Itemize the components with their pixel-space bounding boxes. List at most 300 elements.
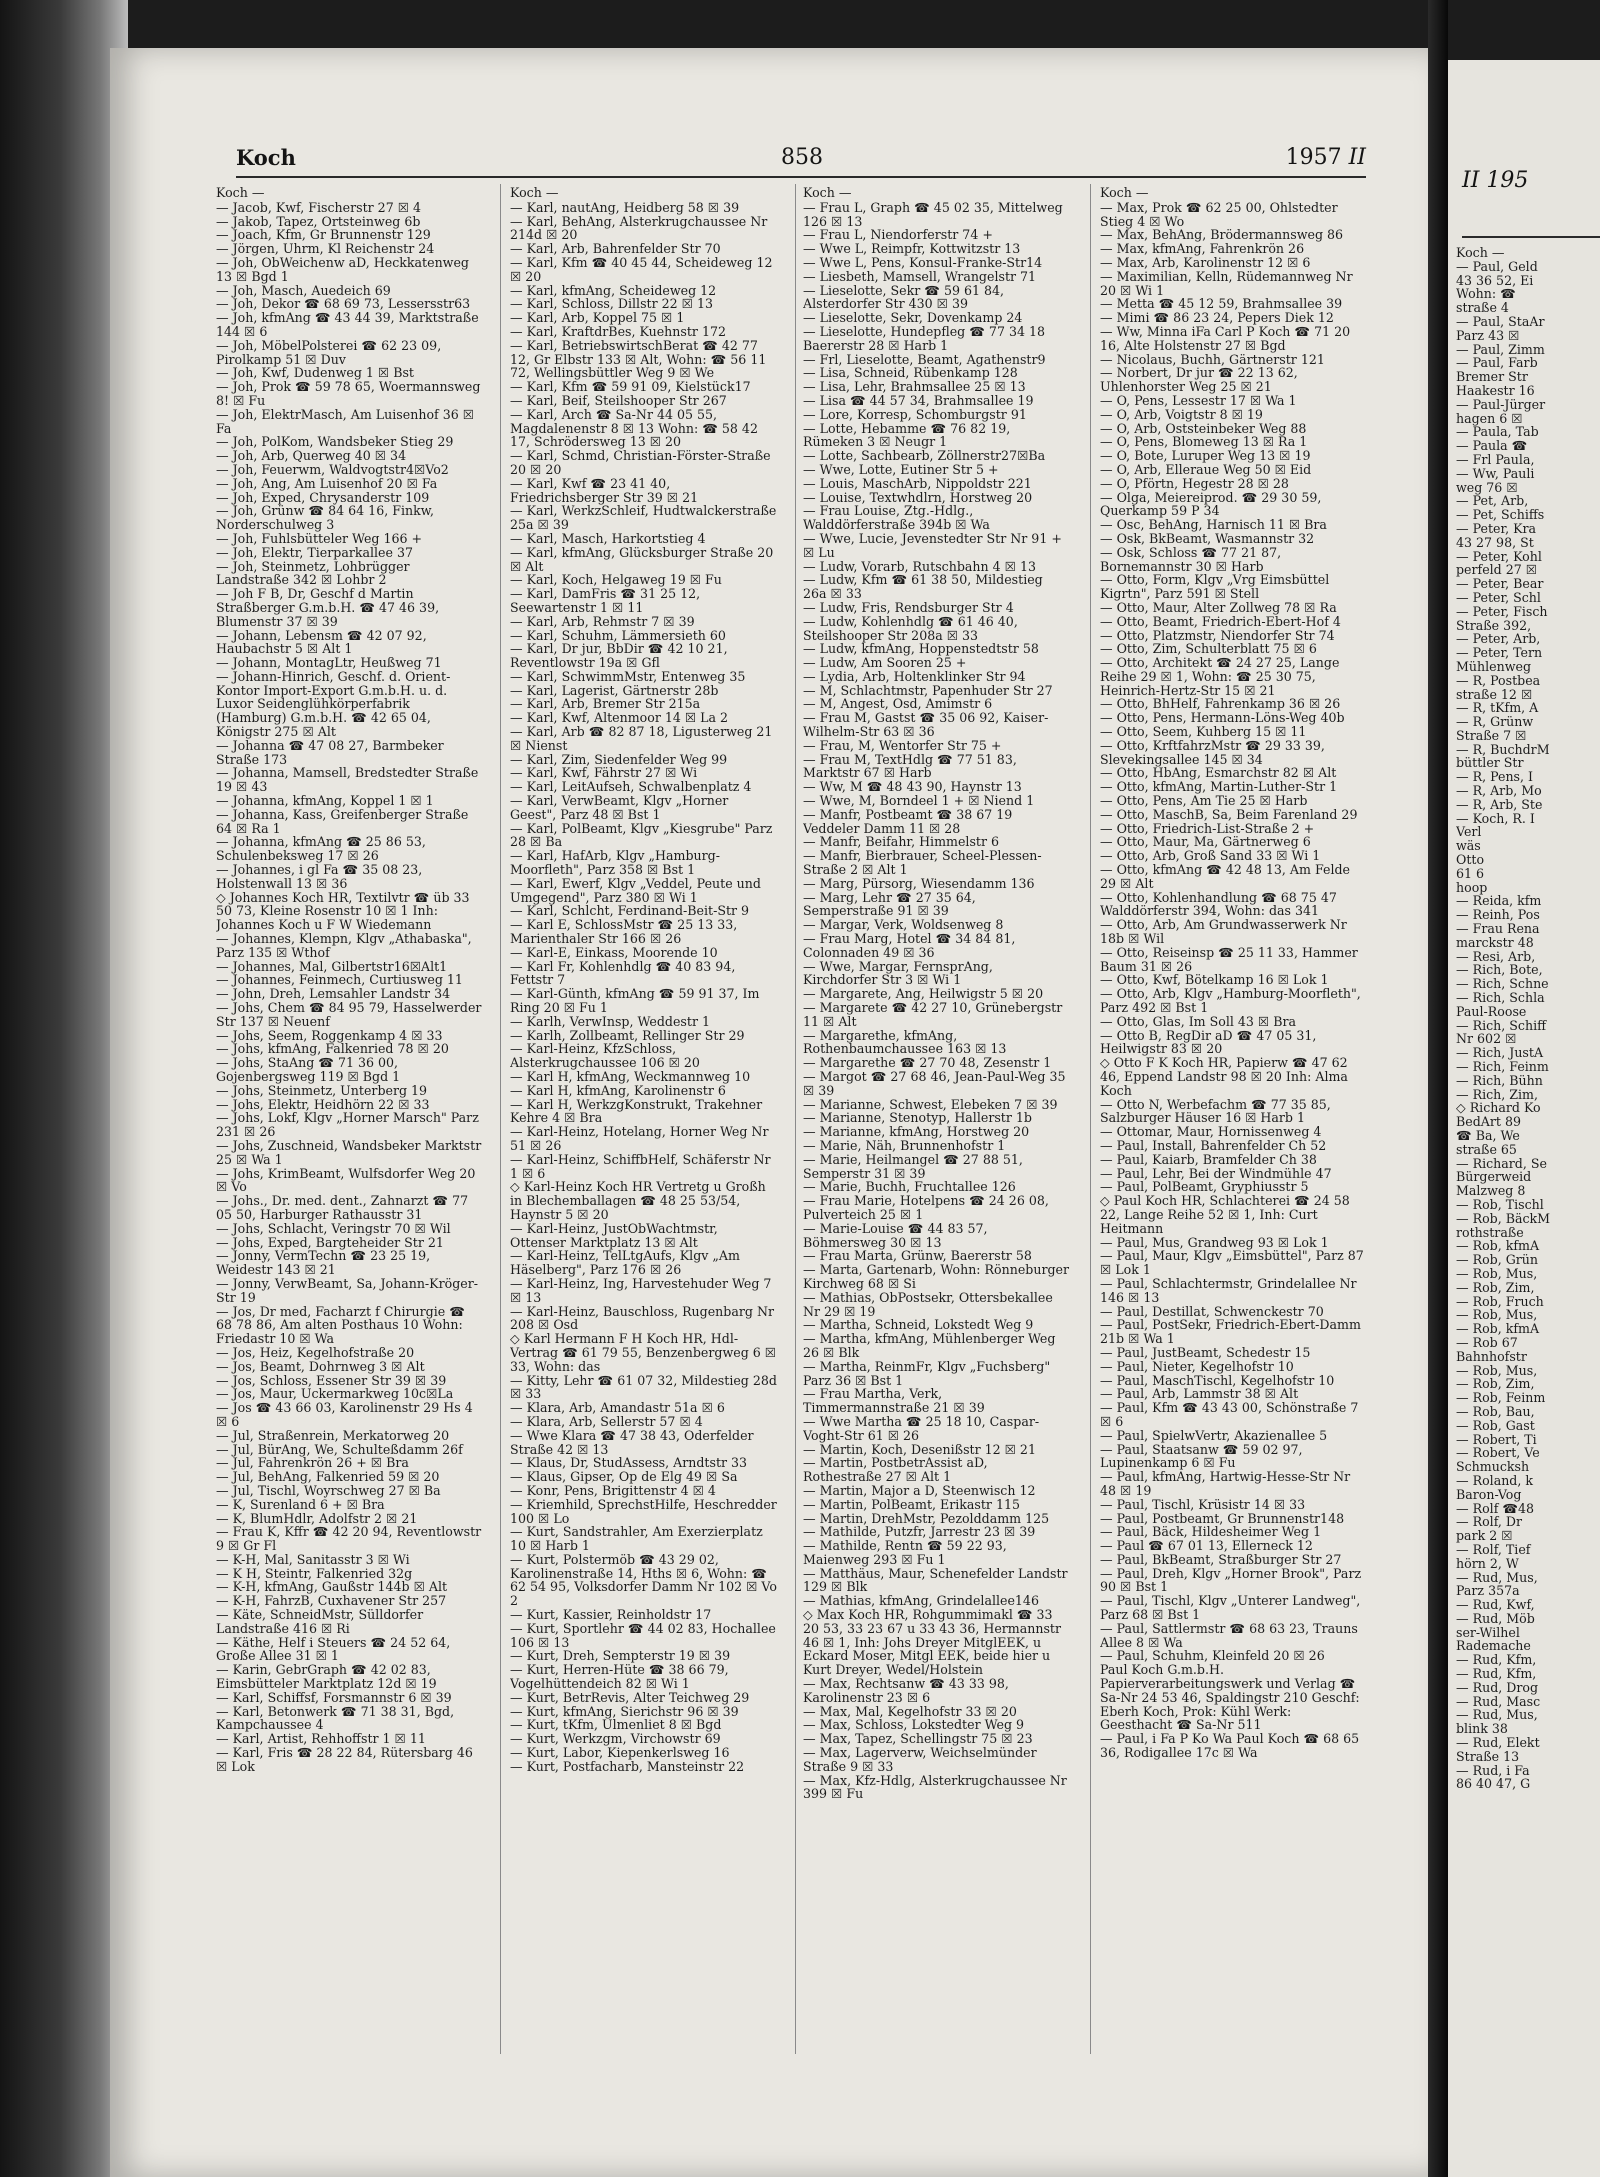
directory-entry: — Max, BehAng, Brödermannsweg 86	[1100, 227, 1344, 243]
adjacent-entry: — Robert, Ve	[1456, 1445, 1540, 1461]
directory-entry: — Max, Schloss, Lokstedter Weg 9	[803, 1717, 1025, 1733]
directory-entry: — Karl H, kfmAng, Weckmannweg 10	[510, 1069, 751, 1084]
directory-entry: — Johs, Chem ☎ 84 95 79, Hasselwerder Str 137 ☒ Neuenf	[216, 1000, 482, 1029]
directory-entry: — Paul, Tischl, Krüsistr 14 ☒ 33	[1100, 1496, 1306, 1512]
adjacent-entry: — Rob 67	[1456, 1334, 1518, 1350]
directory-entry: — Max, Prok ☎ 62 25 00, Ohlstedter Stieg 4 ☒ Wo	[1100, 199, 1338, 229]
directory-entry: — Johs, StaAng ☎ 71 36 00, Gojenbergsweg 119 ☒ Bgd 1	[216, 1055, 401, 1084]
directory-entry: — Karl, WerkzSchleif, Hudtwalckerstraße 25a ☒ 39	[510, 503, 777, 533]
directory-entry: — Jonny, VermTechn ☎ 23 25 19, Weidestr 143 ☒ 21	[216, 1248, 431, 1278]
directory-entry: — Lydia, Arb, Holtenklinker Str 94	[803, 668, 1026, 684]
adjacent-entry: — Pet, Schiffs	[1456, 507, 1545, 523]
directory-entry: — Karl, KraftdrBes, Kuehnstr 172	[510, 323, 726, 339]
adjacent-entry: — Rud, Drog	[1456, 1679, 1539, 1695]
directory-entry: — Otto, Beamt, Friedrich-Ebert-Hof 4	[1100, 613, 1341, 629]
adjacent-entry: — Paul, StaAr	[1456, 313, 1545, 329]
adjacent-entry: — Rich, Feinm	[1456, 1059, 1549, 1075]
adjacent-entry: — Frau Rena	[1456, 921, 1540, 937]
volume-label: II	[1348, 145, 1366, 170]
directory-entry: — Joh F B, Dr, Geschf d Martin Straßberger G.m.b.H. ☎ 47 46 39, Blumenstr 37 ☒ 39	[216, 586, 440, 629]
directory-entry: — Karl, Fris ☎ 28 22 84, Rütersbarg 46 ☒ Lok	[216, 1745, 473, 1774]
directory-entry: — Karl, kfmAng, Scheideweg 12	[510, 282, 717, 298]
directory-entry: — Karl, BetriebswirtschBerat ☎ 42 77 12, Gr Elbstr 133 ☒ Alt, Wohn: ☎ 56 11 72, Wellingsbüttler Weg 9 ☒ We	[510, 337, 767, 381]
directory-entry: — Johs, Lokf, Klgv „Horner Marsch" Parz 231 ☒ 26	[216, 1110, 479, 1140]
directory-entry: — Karl, Artist, Rehhoffstr 1 ☒ 11	[216, 1731, 426, 1747]
column-divider	[1090, 184, 1091, 2054]
adjacent-entry: 43 27 98, St	[1456, 534, 1534, 550]
directory-entry: — Otto, Architekt ☎ 24 27 25, Lange Reihe 29 ☒ 1, Wohn: ☎ 25 30 75, Heinrich-Hertz-Str 15 ☒ 21	[1100, 655, 1340, 698]
directory-entry: — Lisa ☎ 44 57 34, Brahmsallee 19	[803, 392, 1034, 408]
directory-entry: — Johann-Hinrich, Geschf. d. Orient-Kontor Import-Export G.m.b.H. u. d. Luxor Seidenglühkörperfabrik (Hamburg) G.m.b.H. ☎ 42 65 04, Königstr 275 ☒ Alt	[216, 668, 451, 740]
directory-entry: — Karlh, Zollbeamt, Rellinger Str 29	[510, 1027, 745, 1043]
directory-entry: — Paul, Arb, Lammstr 38 ☒ Alt	[1100, 1386, 1299, 1402]
directory-entry: — K-H, Mal, Sanitasstr 3 ☒ Wi	[216, 1551, 410, 1567]
adjacent-entry: park 2 ☒	[1456, 1528, 1513, 1544]
directory-entry: — Karl H, WerkzgKonstrukt, Trakehner Kehre 4 ☒ Bra	[510, 1096, 763, 1126]
directory-entry: — M, Angest, Osd, Amimstr 6	[803, 696, 993, 712]
adjacent-entry: — Rob, kfmA	[1456, 1238, 1540, 1254]
adjacent-entry: rothstraße	[1456, 1224, 1524, 1240]
adjacent-entry: — R, Arb, Ste	[1456, 796, 1543, 812]
directory-entry: — Kriemhild, SprechstHilfe, Heschredder 100 ☒ Lo	[510, 1496, 777, 1526]
directory-entry: — Paul, Install, Bahrenfelder Ch 52	[1100, 1137, 1327, 1153]
adjacent-entry: — Peter, Kra	[1456, 520, 1537, 536]
directory-entry: — Karl, Kwf, Altenmoor 14 ☒ La 2	[510, 710, 729, 726]
adjacent-entry: ☎ Ba, We	[1456, 1128, 1520, 1143]
directory-entry: — Karl-Heinz, JustObWachtmstr, Ottenser Marktplatz 13 ☒ Alt	[510, 1220, 718, 1250]
directory-entry: ◇ Max Koch HR, Rohgummimakl ☎ 33 20 53, 33 23 67 u 33 43 36, Hermannstr 46 ☒ 1, Inh: Johs Dreyer MitglEEK, u Eckard Moser, Mitgl EEK, beide hier u Kurt Dreyer, Wedel/Holstein	[803, 1607, 1062, 1678]
directory-entry: — Martin, PolBeamt, Erikastr 115	[803, 1496, 1020, 1512]
directory-entry: — Jos, Beamt, Dohrnweg 3 ☒ Alt	[216, 1358, 425, 1374]
directory-entry: — Kurt, Dreh, Sempterstr 19 ☒ 39	[510, 1648, 731, 1664]
directory-entry: — Klara, Arb, Amandastr 51a ☒ 6	[510, 1400, 725, 1416]
directory-entry: — Johs, Schlacht, Veringstr 70 ☒ Wil	[216, 1220, 451, 1236]
directory-entry: — Martin, Major a D, Steenwisch 12	[803, 1482, 1036, 1498]
directory-entry: — Karl, SchwimmMstr, Entenweg 35	[510, 668, 746, 684]
directory-entry: — Ww, M ☎ 48 43 90, Haynstr 13	[803, 779, 1022, 795]
directory-entry: — Johann, MontagLtr, Heußweg 71	[216, 655, 442, 671]
directory-entry: — Käte, SchneidMstr, Sülldorfer Landstraße 416 ☒ Ri	[216, 1607, 424, 1636]
adjacent-entry: — Rolf ☎48	[1456, 1500, 1535, 1516]
adjacent-entry: — Rich, Schne	[1456, 976, 1549, 992]
directory-entry: ◇ Paul Koch HR, Schlachterei ☎ 24 58 22, Lange Reihe 52 ☒ 1, Inh: Curt Heitmann	[1100, 1193, 1350, 1236]
directory-entry: — Kurt, Sandstrahler, Am Exerzierplatz 10 ☒ Harb 1	[510, 1524, 763, 1554]
adjacent-entry: — Resi, Arb,	[1456, 948, 1536, 964]
directory-entry: — Margarete, Ang, Heilwigstr 5 ☒ 20	[803, 986, 1044, 1002]
directory-entry: — Johanna, Kass, Greifenberger Straße 64 ☒ Ra 1	[216, 806, 469, 836]
directory-entry: — Johanna, kfmAng ☎ 25 86 53, Schulenbeksweg 17 ☒ 26	[216, 834, 426, 864]
directory-entry: — Karl-Heinz, Ing, Harvestehuder Weg 7 ☒ 13	[510, 1275, 772, 1305]
adjacent-entry: — Rob, Grün	[1456, 1252, 1539, 1268]
directory-entry: — Johannes, Feinmech, Curtiusweg 11	[216, 972, 463, 988]
running-surname: Koch	[236, 145, 296, 170]
directory-entry: — Joh, Prok ☎ 59 78 65, Woermannsweg 8! ☒ Fu	[216, 379, 481, 408]
directory-entry: — Marie-Louise ☎ 44 83 57, Böhmersweg 30 ☒ 13	[803, 1220, 988, 1250]
adjacent-entry: straße 65	[1456, 1141, 1517, 1157]
directory-entry: — Kurt, Labor, Kiepenkerlsweg 16	[510, 1745, 730, 1761]
directory-entry: ◇ Karl Hermann F H Koch HR, Hdl-Vertrag ☎ 61 79 55, Benzenbergweg 6 ☒ 33, Wohn: das	[510, 1331, 777, 1374]
entry-list	[1100, 201, 1367, 1760]
directory-entry: — Otto, Arb, Klgv „Hamburg-Moorfleth", Parz 492 ☒ Bst 1	[1100, 986, 1361, 1016]
directory-entry: — Kurt, Werkzgm, Virchowstr 69	[510, 1731, 721, 1747]
directory-entry: — Mimi ☎ 86 23 24, Pepers Diek 12	[1100, 310, 1334, 326]
directory-entry: — Ludw, kfmAng, Hoppenstedtstr 58	[803, 641, 1039, 657]
directory-entry: — Jul, Fahrenkrön 26 + ☒ Bra	[216, 1455, 409, 1471]
directory-entry: — Marta, Gartenarb, Wohn: Rönneburger Kirchweg 68 ☒ Si	[803, 1262, 1070, 1291]
directory-entry: — Karl, Masch, Harkortstieg 4	[510, 530, 706, 546]
adjacent-page-heading: II 195	[1462, 168, 1529, 193]
directory-entry: — Karl, Arb, Bahrenfelder Str 70	[510, 241, 721, 257]
directory-entry: — Karl, Betonwerk ☎ 71 38 31, Bgd, Kampchaussee 4	[216, 1703, 455, 1733]
directory-entry: — Manfr, Beifahr, Himmelstr 6	[803, 834, 1000, 850]
directory-entry: — Otto, Arb, Am Grundwasserwerk Nr 18b ☒ Wil	[1100, 917, 1347, 947]
directory-entry: — Max, Rechtsanw ☎ 43 33 98, Karolinenstr 23 ☒ 6	[803, 1676, 1009, 1705]
adjacent-entry: Malzweg 8	[1456, 1183, 1526, 1199]
directory-entry: — Martha, ReinmFr, Klgv „Fuchsberg" Parz 36 ☒ Bst 1	[803, 1358, 1051, 1388]
directory-entry: — Mathilde, Rentn ☎ 59 22 93, Maienweg 293 ☒ Fu 1	[803, 1538, 1007, 1567]
directory-entry: — Karl, BehAng, Alsterkrugchaussee Nr 214d ☒ 20	[510, 213, 768, 243]
directory-entry: — Marie, Heilmangel ☎ 27 88 51, Semperstr 31 ☒ 39	[803, 1151, 1023, 1181]
directory-entry: — Lisa, Schneid, Rübenkamp 128	[803, 365, 1018, 381]
directory-entry: — Otto, Maur, Alter Zollweg 78 ☒ Ra	[1100, 599, 1337, 615]
directory-entry: — Karl, Arb ☎ 82 87 18, Ligusterweg 21 ☒ Nienst	[510, 724, 773, 753]
adjacent-entry: — Rob, Feinm	[1456, 1390, 1546, 1406]
directory-entry: — Frau Louise, Ztg.-Hdlg., Walddörferstraße 394b ☒ Wa	[803, 503, 990, 533]
directory-entry: — Otto, Zim, Schulterblatt 75 ☒ 6	[1100, 641, 1317, 657]
adjacent-entry: blink 38	[1456, 1721, 1508, 1737]
adjacent-entry: — Rob, kfmA	[1456, 1321, 1540, 1337]
adjacent-entry: BedArt 89	[1456, 1114, 1521, 1130]
directory-entry: — Ludw, Fris, Rendsburger Str 4	[803, 599, 1014, 615]
adjacent-entry: wäs	[1456, 838, 1481, 854]
adjacent-entry: Koch —	[1456, 246, 1505, 260]
directory-entry: — Frau L, Graph ☎ 45 02 35, Mittelweg 126 ☒ 13	[803, 199, 1063, 229]
adjacent-entry: — Peter, Fisch	[1456, 603, 1548, 619]
directory-entry: — Joach, Kfm, Gr Brunnenstr 129	[216, 227, 431, 243]
directory-entry: — Lotte, Sachbearb, Zöllnerstr27☒Ba	[803, 448, 1046, 464]
directory-entry: — Karl, Schiffsf, Forsmannstr 6 ☒ 39	[216, 1689, 452, 1705]
directory-entry: — Martha, Schneid, Lokstedt Weg 9	[803, 1317, 1034, 1333]
directory-entry: — Karl, Koch, Helgaweg 19 ☒ Fu	[510, 572, 722, 588]
directory-entry: ◇ Otto F K Koch HR, Papierw ☎ 47 62 46, Eppend Landstr 98 ☒ 20 Inh: Alma Koch	[1100, 1055, 1348, 1098]
directory-entry: — Osc, BehAng, Harnisch 11 ☒ Bra	[1100, 517, 1327, 533]
directory-entry: — Johs., Dr. med. dent., Zahnarzt ☎ 77 05 50, Harburger Rathausstr 31	[216, 1193, 469, 1222]
adjacent-entry: — Paul-Jürger	[1456, 396, 1546, 412]
directory-entry: — Paul, MaschTischl, Kegelhofstr 10	[1100, 1372, 1335, 1388]
directory-entry: — Johs, Elektr, Heidhörn 22 ☒ 33	[216, 1096, 430, 1112]
directory-entry: — Johs, kfmAng, Falkenried 78 ☒ 20	[216, 1041, 449, 1057]
directory-entry: — Johannes, i gl Fa ☎ 35 08 23, Holstenwall 13 ☒ 36	[216, 862, 423, 891]
directory-entry: — Johannes, Klempn, Klgv „Athabaska", Parz 135 ☒ Wthof	[216, 931, 472, 960]
adjacent-entry: marckstr 48	[1456, 934, 1534, 950]
directory-entry: — Margot ☎ 27 68 46, Jean-Paul-Weg 35 ☒ 39	[803, 1069, 1066, 1098]
directory-entry: — Jakob, Tapez, Ortsteinweg 6b	[216, 213, 421, 229]
directory-entry: — Karl, VerwBeamt, Klgv „Horner Geest", Parz 48 ☒ Bst 1	[510, 793, 729, 822]
directory-entry: — Frau Martha, Verk, Timmermannstraße 21 ☒ 39	[803, 1386, 985, 1416]
adjacent-entry: — Rud, Kfm,	[1456, 1652, 1537, 1668]
directory-entry: ◇ Johannes Koch HR, Textilvtr ☎ üb 33 50 73, Kleine Rosenstr 10 ☒ 1 Inh: Johannes Koch u F W Wiedemann	[216, 889, 470, 933]
directory-entry: — Otto, Reiseinsp ☎ 25 11 33, Hammer Baum 31 ☒ 26	[1100, 944, 1358, 974]
directory-entry: — Marg, Lehr ☎ 27 35 64, Semperstraße 91 ☒ 39	[803, 889, 976, 919]
adjacent-entry: — Pet, Arb,	[1456, 493, 1529, 509]
directory-entry: — Lotte, Hebamme ☎ 76 82 19, Rümeken 3 ☒ Neugr 1	[803, 420, 1011, 450]
directory-entry: — Marie, Näh, Brunnenhofstr 1	[803, 1137, 1006, 1153]
directory-entry: — Otto, MaschB, Sa, Beim Farenland 29	[1100, 806, 1358, 822]
directory-entry: — Osk, BkBeamt, Wasmannstr 32	[1100, 530, 1315, 546]
adjacent-entry: — Reida, kfm	[1456, 893, 1542, 909]
directory-entry: — K-H, FahrzB, Cuxhavener Str 257	[216, 1593, 447, 1609]
directory-entry: — Frl, Lieselotte, Beamt, Agathenstr9	[803, 351, 1046, 367]
directory-entry: — Paul, Kaiarb, Bramfelder Ch 38	[1100, 1151, 1317, 1167]
directory-entry: — Jacob, Kwf, Fischerstr 27 ☒ 4	[216, 199, 422, 215]
directory-entry: — Joh, Exped, Chrysanderstr 109	[216, 489, 430, 505]
directory-entry: — Ludw, Kfm ☎ 61 38 50, Mildestieg 26a ☒ 33	[803, 572, 1043, 602]
directory-entry: — Wwe L, Pens, Konsul-Franke-Str14	[803, 254, 1043, 270]
adjacent-entry: — Rud, Elekt	[1456, 1735, 1540, 1751]
directory-entry: — Wwe Klara ☎ 47 38 43, Oderfelder Straße 42 ☒ 13	[510, 1427, 754, 1457]
directory-entry: — Karl-Heinz, TelLtgAufs, Klgv „Am Häselberg", Parz 176 ☒ 26	[510, 1248, 740, 1278]
directory-entry: — Manfr, Bierbrauer, Scheel-Plessen-Straße 2 ☒ Alt 1	[803, 848, 1042, 878]
directory-entry: — Johs, Zuschneid, Wandsbeker Marktstr 25 ☒ Wa 1	[216, 1137, 482, 1167]
directory-entry: — Klara, Arb, Sellerstr 57 ☒ 4	[510, 1413, 703, 1429]
edition-year	[1286, 145, 1366, 170]
directory-entry: — Karl H, kfmAng, Karolinenstr 6	[510, 1082, 726, 1098]
directory-entry: — Margarethe ☎ 27 70 48, Zesenstr 1	[803, 1055, 1052, 1071]
directory-entry: — Jonny, VerwBeamt, Sa, Johann-Kröger-Str 19	[216, 1275, 478, 1305]
adjacent-entry: hoop	[1456, 879, 1488, 895]
adjacent-entry: Bremer Str	[1456, 369, 1528, 385]
adjacent-entry: Bahnhofstr	[1456, 1348, 1527, 1364]
directory-entry: — Otto, kfmAng ☎ 42 48 13, Am Felde 29 ☒ Alt	[1100, 862, 1350, 891]
directory-entry: — Otto, Seem, Kuhberg 15 ☒ 11	[1100, 724, 1307, 740]
directory-entry: — Otto, Maur, Ma, Gärtnerweg 6	[1100, 834, 1311, 850]
directory-entry: — Otto, HbAng, Esmarchstr 82 ☒ Alt	[1100, 765, 1337, 781]
directory-entry: — Frau K, Kffr ☎ 42 20 94, Reventlowstr 9 ☒ Gr Fl	[216, 1524, 482, 1554]
directory-entry: — Ludw, Am Sooren 25 +	[803, 655, 967, 671]
adjacent-entry: — R, BuchdrM	[1456, 741, 1550, 757]
directory-entry: — Lieselotte, Sekr ☎ 59 61 84, Alsterdorfer Str 430 ☒ 39	[803, 282, 1005, 312]
adjacent-entry: — Rob, Mus,	[1456, 1362, 1538, 1378]
directory-entry: — Joh, Fuhlsbütteler Weg 166 +	[216, 530, 423, 546]
directory-entry: — Joh, Kwf, Dudenweg 1 ☒ Bst	[216, 365, 414, 381]
directory-entry: — Karl-E, Einkass, Moorende 10	[510, 944, 718, 960]
directory-entry: — Louise, Textwhdlrn, Horstweg 20	[803, 489, 1033, 505]
directory-entry: — Otto, Friedrich-List-Straße 2 +	[1100, 820, 1315, 836]
adjacent-entry: — Koch, R. I	[1456, 810, 1535, 826]
directory-entry: — Joh, PolKom, Wandsbeker Stieg 29	[216, 434, 454, 450]
directory-entry: — Johs, Seem, Roggenkamp 4 ☒ 33	[216, 1027, 443, 1043]
directory-entry: — Mathias, kfmAng, Grindelallee146	[803, 1593, 1039, 1609]
directory-entry: — K-H, kfmAng, Gaußstr 144b ☒ Alt	[216, 1579, 448, 1595]
column-heading: Koch —	[216, 186, 265, 200]
directory-entry: — O, Pens, Lessestr 17 ☒ Wa 1	[1100, 392, 1297, 408]
adjacent-entry: — Peter, Arb,	[1456, 631, 1541, 647]
adjacent-entry: Straße 392,	[1456, 617, 1532, 633]
directory-entry: — Manfr, Postbeamt ☎ 38 67 19 Veddeler Damm 11 ☒ 28	[803, 806, 1013, 836]
directory-entry: — Ludw, Kohlenhdlg ☎ 61 46 40, Steilshooper Str 208a ☒ 33	[803, 613, 1018, 643]
directory-entry: — Karl, nautAng, Heidberg 58 ☒ 39	[510, 199, 740, 215]
directory-entry: — Kurt, Postfacharb, Mansteinstr 22	[510, 1758, 745, 1774]
directory-entry: — Karl, Kwf ☎ 23 41 40, Friedrichsberger Str 39 ☒ 21	[510, 475, 699, 505]
directory-entry: — Karlh, VerwInsp, Weddestr 1	[510, 1013, 710, 1029]
adjacent-entry: — Rob, Fruch	[1456, 1293, 1544, 1309]
adjacent-entry: — R, Arb, Mo	[1456, 783, 1542, 799]
directory-entry: — Kurt, tKfm, Ulmenliet 8 ☒ Bgd	[510, 1717, 722, 1733]
directory-entry: — Otto, Kohlenhandlung ☎ 68 75 47 Walddörferstr 394, Wohn: das 341	[1100, 889, 1337, 919]
directory-entry: — Jos, Maur, Uckermarkweg 10c☒La	[216, 1386, 454, 1402]
adjacent-entry: perfeld 27 ☒	[1456, 562, 1538, 578]
directory-entry: — Wwe Martha ☎ 25 18 10, Caspar-Voght-Str 61 ☒ 26	[803, 1413, 1040, 1443]
directory-entry: — Martin, PostbetrAssist aD, Rothestraße 27 ☒ Alt 1	[803, 1455, 988, 1485]
directory-entry: — Louis, MaschArb, Nippoldstr 221	[803, 475, 1032, 491]
header-rule	[236, 176, 1366, 178]
directory-entry: — Karl-Heinz, Bauschloss, Rugenbarg Nr 208 ☒ Osd	[510, 1303, 774, 1333]
directory-entry: — Max, Tapez, Schellingstr 75 ☒ 23	[803, 1731, 1033, 1747]
directory-entry: — O, Pens, Blomeweg 13 ☒ Ra 1	[1100, 434, 1308, 450]
adjacent-entry: — R, Grünw	[1456, 714, 1534, 730]
directory-entry: — Lisa, Lehr, Brahmsallee 25 ☒ 13	[803, 379, 1026, 395]
directory-entry: — Johann, Lebensm ☎ 42 07 92, Haubachstr 5 ☒ Alt 1	[216, 627, 427, 657]
directory-column-2	[510, 186, 777, 2066]
directory-entry: — Johs, Steinmetz, Unterberg 19	[216, 1082, 428, 1098]
directory-entry: — Karl, Arch ☎ Sa-Nr 44 05 55, Magdalenenstr 8 ☒ 13 Wohn: ☎ 58 42 17, Schrödersweg 13 ☒ 20	[510, 406, 758, 450]
directory-entry: — Mathilde, Putzfr, Jarrestr 23 ☒ 39	[803, 1524, 1036, 1540]
directory-column-4	[1100, 186, 1367, 2066]
directory-entry: — Paul, Destillat, Schwenckestr 70	[1100, 1303, 1324, 1319]
directory-entry: — Johs, KrimBeamt, Wulfsdorfer Weg 20 ☒ Vo	[216, 1165, 476, 1195]
directory-entry: — Konr, Pens, Brigittenstr 4 ☒ 4	[510, 1482, 716, 1498]
adjacent-entry: — Ww, Pauli	[1456, 465, 1535, 481]
directory-entry: — Klaus, Gipser, Op de Elg 49 ☒ Sa	[510, 1469, 738, 1485]
directory-entry: ◇ Karl-Heinz Koch HR Vertretg u Großh in Blechemballagen ☎ 48 25 53/54, Haynstr 5 ☒ 20	[510, 1179, 766, 1222]
directory-entry: — Jos, Heiz, Kegelhofstraße 20	[216, 1344, 415, 1360]
directory-entry: — Wwe L, Reimpfr, Kottwitzstr 13	[803, 241, 1021, 257]
page-number: 858	[781, 145, 823, 170]
directory-entry: — Maximilian, Kelln, Rüdemannweg Nr 20 ☒ Wi 1	[1100, 268, 1353, 298]
entry-list	[510, 201, 777, 1774]
adjacent-entry: weg 76 ☒	[1456, 479, 1518, 495]
adjacent-entry: Verl	[1456, 824, 1482, 840]
adjacent-entry: — Rud, Möb	[1456, 1610, 1535, 1626]
directory-entry: — Karl, Arb, Bremer Str 215a	[510, 696, 701, 712]
directory-entry: — John, Dreh, Lemsahler Landstr 34	[216, 986, 451, 1002]
directory-entry: — Karl-Heinz, KfzSchloss, Alsterkrugchaussee 106 ☒ 20	[510, 1041, 700, 1071]
directory-entry: — Karl, DamFris ☎ 31 25 12, Seewartenstr 1 ☒ 11	[510, 586, 701, 615]
directory-entry: — Paul, PolBeamt, Gryphiusstr 5	[1100, 1179, 1309, 1195]
directory-entry: — Marie, Buchh, Fruchtallee 126	[803, 1179, 1016, 1195]
directory-entry: — Kitty, Lehr ☎ 61 07 32, Mildestieg 28d ☒ 33	[510, 1372, 777, 1402]
adjacent-entry: hörn 2, W	[1456, 1555, 1519, 1571]
adjacent-entry: Bürgerweid	[1456, 1169, 1532, 1185]
directory-entry: — Otto, KrftfahrzMstr ☎ 29 33 39, Slevekingsallee 145 ☒ 34	[1100, 737, 1325, 767]
directory-entry: — Karl E, SchlossMstr ☎ 25 13 33, Marienthaler Str 166 ☒ 26	[510, 917, 738, 947]
adjacent-entry: — Rich, Schla	[1456, 990, 1545, 1006]
directory-entry: — Otto, Glas, Im Soll 43 ☒ Bra	[1100, 1013, 1296, 1029]
adjacent-entry: — Paula, Tab	[1456, 424, 1539, 440]
directory-entry: — Jos, Schloss, Essener Str 39 ☒ 39	[216, 1372, 447, 1388]
adjacent-entry: Rademache	[1456, 1638, 1531, 1654]
directory-entry: — Frau M, Gastst ☎ 35 06 92, Kaiser-Wilhelm-Str 63 ☒ 36	[803, 710, 1049, 740]
adjacent-entry: — Rud, i Fa	[1456, 1762, 1530, 1778]
directory-entry: — Karl, Lagerist, Gärtnerstr 28b	[510, 682, 719, 698]
directory-entry: — Paul, kfmAng, Hartwig-Hesse-Str Nr 48 ☒ 19	[1100, 1469, 1351, 1498]
adjacent-entry: — R, tKfm, A	[1456, 700, 1539, 716]
adjacent-entry: Straße 13	[1456, 1748, 1520, 1764]
directory-entry: — Marianne, kfmAng, Horstweg 20	[803, 1124, 1030, 1140]
directory-entry: — Otto, Pens, Am Tie 25 ☒ Harb	[1100, 793, 1308, 809]
adjacent-entry: Otto	[1456, 852, 1485, 868]
directory-column-3	[803, 186, 1070, 2066]
directory-entry: — Johanna, Mamsell, Bredstedter Straße 19 ☒ 43	[216, 765, 479, 795]
adjacent-entry: — Peter, Tern	[1456, 645, 1543, 661]
adjacent-entry: ◇ Richard Ko	[1456, 1100, 1541, 1116]
adjacent-entry: straße 12 ☒	[1456, 686, 1533, 702]
directory-entry: — O, Arb, Elleraue Weg 50 ☒ Eid	[1100, 461, 1312, 477]
directory-entry: — Olga, Meiereiprod. ☎ 29 30 59, Querkamp 59 P 34	[1100, 489, 1322, 519]
directory-entry: — M, Schlachtmstr, Papenhuder Str 27	[803, 682, 1053, 698]
adjacent-entry: Paul-Roose	[1456, 1003, 1527, 1019]
directory-entry: — Kurt, Sportlehr ☎ 44 02 83, Hochallee 106 ☒ 13	[510, 1620, 776, 1650]
directory-entry: — Jul, Tischl, Woyrschweg 27 ☒ Ba	[216, 1482, 441, 1498]
adjacent-entry: — Rich, Schiff	[1456, 1017, 1547, 1033]
directory-entry: — Frau Marg, Hotel ☎ 34 84 81, Colonnaden 49 ☒ 36	[803, 931, 1016, 960]
directory-entry: — Karin, GebrGraph ☎ 42 02 83, Eimsbütteler Marktplatz 12d ☒ 19	[216, 1662, 437, 1692]
page-gutter	[1428, 0, 1448, 2177]
directory-entry: — Otto, Pens, Hermann-Löns-Weg 40b	[1100, 710, 1345, 726]
directory-entry: — Paul, Lehr, Bei der Windmühle 47	[1100, 1165, 1332, 1181]
directory-entry: — Jul, BürAng, We, Schulteßdamm 26f	[216, 1441, 463, 1457]
adjacent-header-rule	[1462, 236, 1600, 238]
entry-list	[216, 201, 483, 1774]
directory-entry: — Metta ☎ 45 12 59, Brahmsallee 39	[1100, 296, 1343, 312]
directory-entry: — Martin, Koch, Desenißstr 12 ☒ 21	[803, 1441, 1036, 1457]
adjacent-entry: Parz 357a	[1456, 1583, 1520, 1599]
directory-entry: — Paul, Nieter, Kegelhofstr 10	[1100, 1358, 1294, 1374]
year-label: 1957	[1285, 145, 1342, 170]
directory-entry: — Max, Mal, Kegelhofstr 33 ☒ 20	[803, 1703, 1017, 1719]
adjacent-entry: — Rich, JustA	[1456, 1045, 1544, 1061]
directory-entry: — Otto, Kwf, Bötelkamp 16 ☒ Lok 1	[1100, 972, 1329, 988]
directory-entry: — Paul, Dreh, Klgv „Horner Brook", Parz 90 ☒ Bst 1	[1100, 1565, 1362, 1595]
adjacent-entry: — Rud, Kwf,	[1456, 1597, 1535, 1613]
directory-entry: — Ottomar, Maur, Hornissenweg 4	[1100, 1124, 1322, 1140]
directory-entry: — Frau Marta, Grünw, Baererstr 58	[803, 1248, 1032, 1264]
directory-entry: — O, Pförtn, Hegestr 28 ☒ 28	[1100, 475, 1289, 491]
directory-entry: — Karl, Zim, Siedenfelder Weg 99	[510, 751, 728, 767]
directory-entry: — Karl, kfmAng, Glücksburger Straße 20 ☒ Alt	[510, 544, 774, 574]
directory-entry: — Marianne, Schwest, Elebeken 7 ☒ 39	[803, 1096, 1058, 1112]
directory-entry: — K, BlumHdlr, Adolfstr 2 ☒ 21	[216, 1510, 418, 1526]
directory-entry: — Otto, kfmAng, Martin-Luther-Str 1	[1100, 779, 1338, 795]
adjacent-entry: Parz 43 ☒	[1456, 327, 1520, 343]
directory-entry: — Wwe, Margar, FernsprAng, Kirchdorfer Str 3 ☒ Wi 1	[803, 958, 993, 988]
adjacent-entry: — Rud, Kfm,	[1456, 1666, 1537, 1682]
directory-entry: — Marianne, Stenotyp, Hallerstr 1b	[803, 1110, 1032, 1126]
directory-entry: — Kurt, Polstermöb ☎ 43 29 02, Karolinenstraße 14, Hths ☒ 6, Wohn: ☎ 62 54 95, Volksdorfer Damm Nr 102 ☒ Vo 2	[510, 1551, 777, 1609]
directory-entry: — Wwe, Lucie, Jevenstedter Str Nr 91 + ☒ Lu	[803, 530, 1062, 560]
directory-entry: — Karl, LeitAufseh, Schwalbenplatz 4	[510, 779, 752, 795]
adjacent-entry: — Peter, Schl	[1456, 589, 1541, 605]
directory-entry: — Kurt, kfmAng, Sierichstr 96 ☒ 39	[510, 1703, 739, 1719]
directory-entry: — Paul, SpielwVertr, Akazienallee 5	[1100, 1427, 1328, 1443]
directory-entry: — Matthäus, Maur, Schenefelder Landstr 129 ☒ Blk	[803, 1565, 1068, 1595]
entry-list	[803, 201, 1070, 1801]
directory-entry: — Jörgen, Uhrm, Kl Reichenstr 24	[216, 241, 435, 257]
adjacent-entry: — Rob, Zim,	[1456, 1279, 1535, 1295]
column-divider	[795, 184, 796, 2054]
directory-entry: — Margarete ☎ 42 27 10, Grünebergstr 11 ☒ Alt	[803, 1000, 1063, 1029]
directory-entry: — Jul, BehAng, Falkenried 59 ☒ 20	[216, 1469, 440, 1485]
